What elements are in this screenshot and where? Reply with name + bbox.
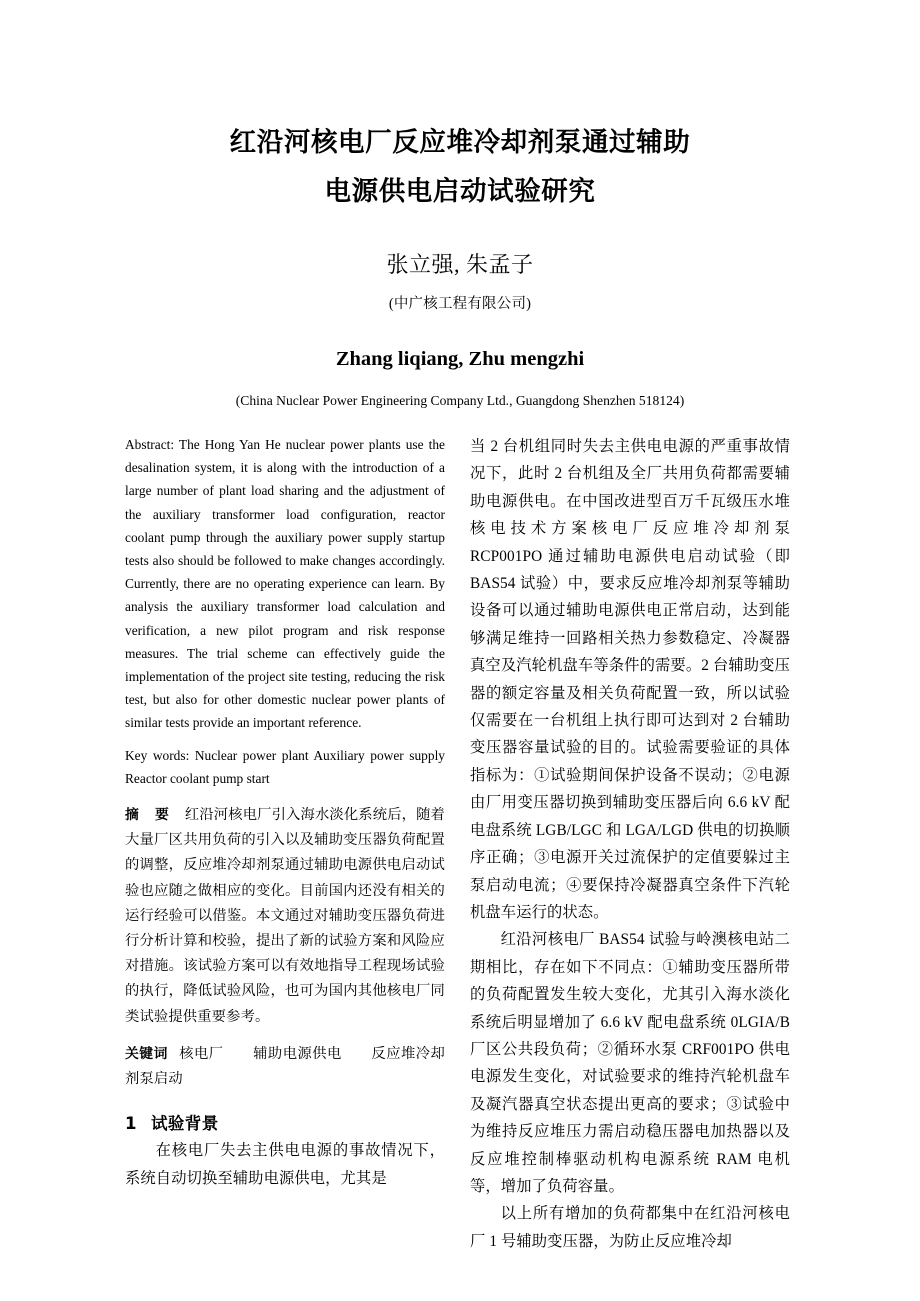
section-heading-1 — [125, 1111, 445, 1137]
keywords-english: Key words: Nuclear power plant Auxiliary power supply Reactor coolant pump start — [125, 747, 445, 786]
title-line-2: 电源供电启动试验研究 — [324, 176, 596, 207]
title-line-1: 红沿河核电厂反应堆冷却剂泵通过辅助 — [229, 127, 691, 158]
section-1-paragraph: 在核电厂失去主供电电源的事故情况下，系统自动切换至辅助电源供电，尤其是 — [125, 1142, 445, 1187]
title-block — [125, 0, 795, 411]
affiliation-english: (China Nuclear Power Engineering Company Ltd., Guangdong Shenzhen 518124) — [235, 393, 685, 408]
abstract-chinese-label-2: 要 — [154, 807, 169, 824]
abstract-english: Abstract: The Hong Yan He nuclear power plants use the desalination system, it is along with the introduction of a large number of plant load sharing and the adjustment of the auxiliary transformer load configuration, reactor coolant pump through the auxiliary power supply startup tests also should be followed to make changes accordingly. Currently, there are no operating experience can learn. By analysis the auxiliary transformer load calculation and verification, a new pilot program and risk response measures. The trial scheme can effectively guide the implementation of the project site testing, reducing the risk test, but also for other domestic nuclear power plants of similar tests provide an important reference. — [125, 437, 445, 731]
keywords-chinese-label: 关键词 — [125, 1045, 168, 1062]
right-paragraph-2: 红沿河核电厂 BAS54 试验与岭澳核电站二期相比，存在如下不同点：①辅助变压器所带的负荷配置发生较大变化，尤其引入海水淡化系统后明显增加了 6.6 kV 配电盘系统 0LGIA/B 厂区公共段负荷；②循环水泵 CRF001PO 供电电源发生变化，对试验要求的维持汽轮机盘车及凝汽器真空状态提出更高的要求；③试验中为维持反应堆压力需启动稳压器电加热器以及反应堆控制棒驱动机构电源系统 RAM 电机等，增加了负荷容量。 — [470, 931, 790, 1195]
authors-english: Zhang liqiang, Zhu mengzhi — [335, 348, 585, 370]
keywords-chinese-text: 核电厂 辅助电源供电 反应堆冷却剂泵启动 — [125, 1045, 445, 1088]
abstract-chinese — [125, 803, 445, 1030]
keywords-chinese — [125, 1042, 445, 1092]
body-columns — [125, 433, 795, 1255]
authors-chinese: 张立强, 朱孟子 — [386, 252, 534, 277]
right-column — [470, 433, 790, 1255]
affiliation-chinese: (中广核工程有限公司) — [388, 296, 532, 312]
section-number: 1 — [125, 1114, 137, 1134]
right-paragraph-3: 以上所有增加的负荷都集中在红沿河核电厂 1 号辅助变压器，为防止反应堆冷却 — [470, 1205, 790, 1250]
left-column — [125, 433, 445, 1192]
abstract-chinese-text: 红沿河核电厂引入海水淡化系统后，随着大量厂区共用负荷的引入以及辅助变压器负荷配置的调整，反应堆冷却剂泵通过辅助电源供电启动试验也应随之做相应的变化。目前国内还没有相关的运行经验可以借鉴。本文通过对辅助变压器负荷进行分析计算和校验，提出了新的试验方案和风险应对措施。该试验方案可以有效地指导工程现场试验的执行，降低试验风险，也可为国内其他核电厂同类试验提供重要参考。 — [125, 807, 445, 1025]
right-paragraph-1: 当 2 台机组同时失去主供电电源的严重事故情况下，此时 2 台机组及全厂共用负荷都需要辅助电源供电。在中国改进型百万千瓦级压水堆核电技术方案核电厂反应堆冷却剂泵 RCP001PO 通过辅助电源供电启动试验（即 BAS54 试验）中，要求反应堆冷却剂泵等辅助设备可以通过辅助电源供电正常启动，达到能够满足维持一回路相关热力参数稳定、冷凝器真空及汽轮机盘车等条件的需要。2 台辅助变压器的额定容量及相关负荷配置一致，所以试验仅需要在一台机组上执行即可达到对 2 台辅助变压器容量试验的目的。试验需要验证的具体指标为：①试验期间保护设备不误动；②电源由厂用变压器切换到辅助变压器后向 6.6 kV 配电盘系统 LGB/LGC 和 LGA/LGD 供电的切换顺序正确；③电源开关过流保护的定值要躲过主泵启动电流；④要保持冷凝器真空条件下汽轮机盘车运行的状态。 — [470, 438, 790, 921]
page-title — [125, 118, 795, 216]
abstract-chinese-label: 摘 — [125, 807, 139, 824]
section-title: 试验背景 — [151, 1114, 219, 1134]
